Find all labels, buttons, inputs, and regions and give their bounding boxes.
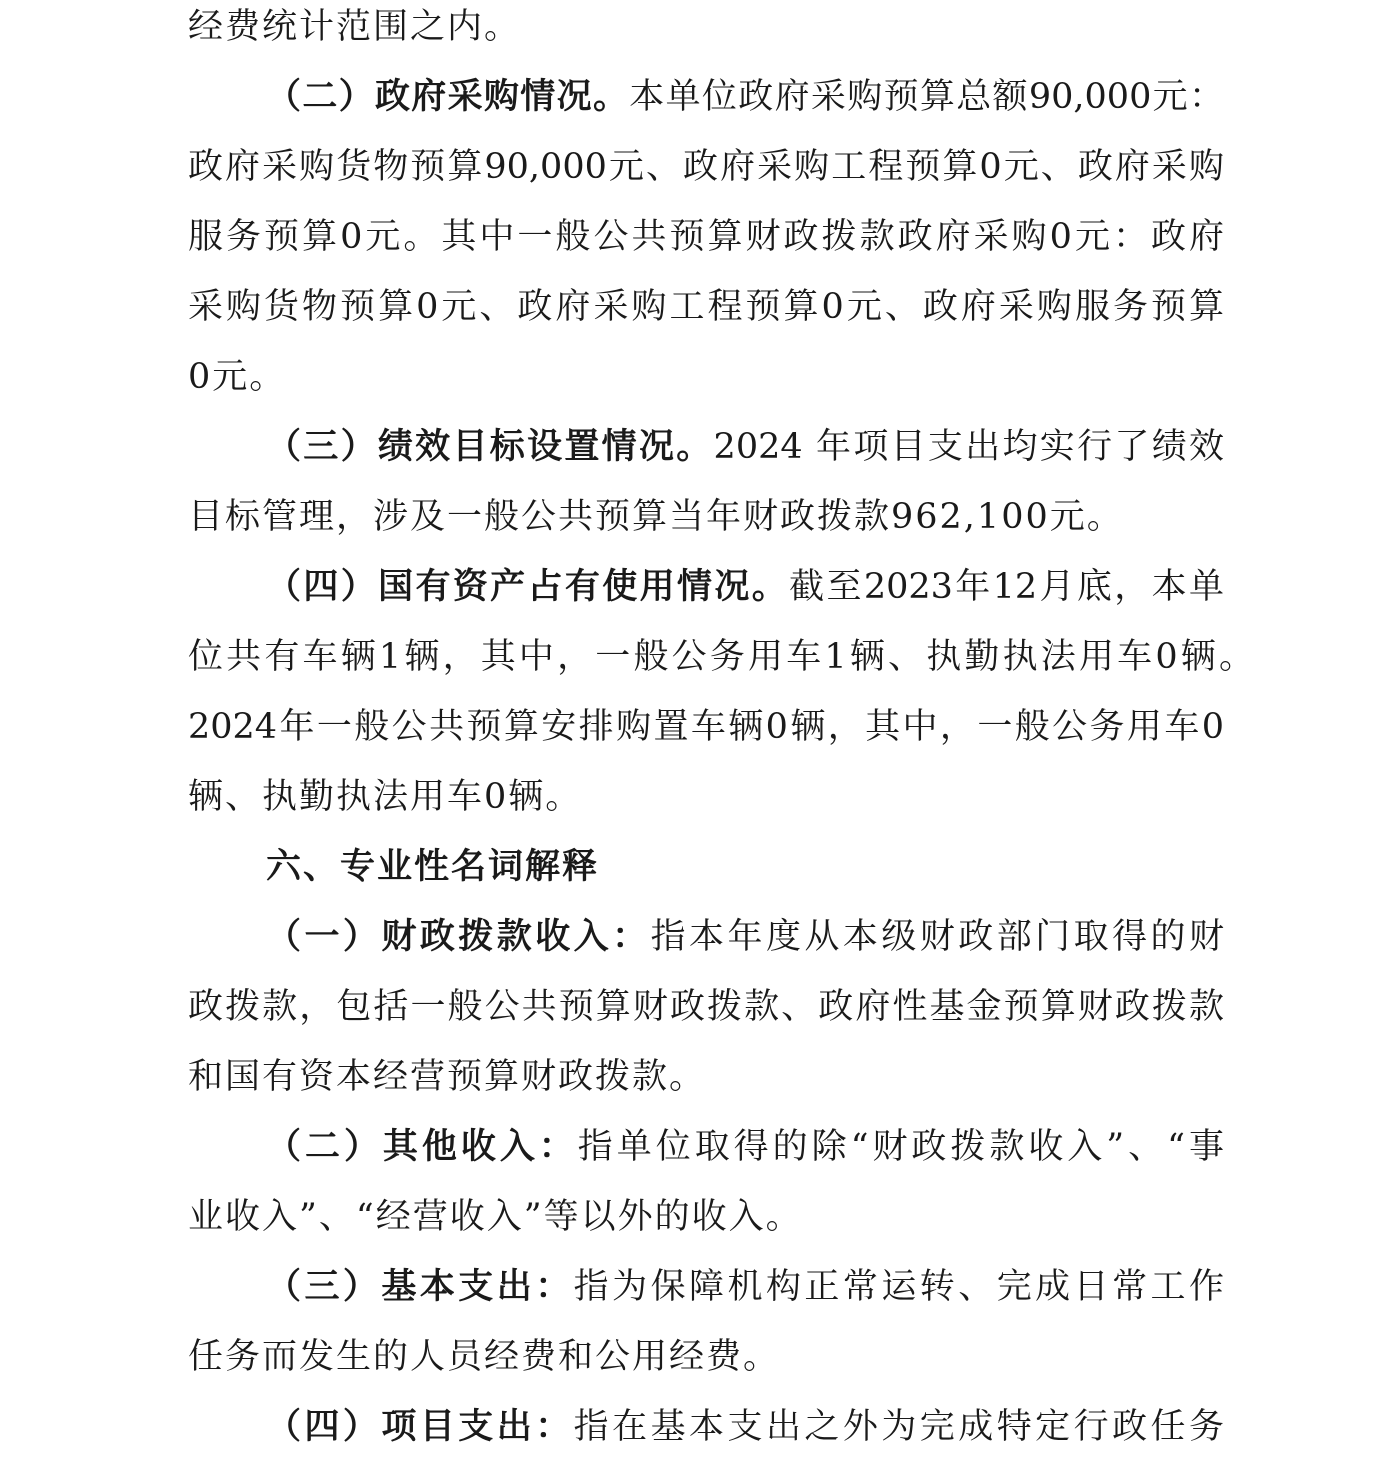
paragraph-heading: （二）政府采购情况。 (266, 77, 630, 117)
paragraph-heading: （四）国有资产占有使用情况。 (266, 567, 790, 607)
text: 任务而发生的人员经费和公用经费。 (188, 1337, 781, 1377)
text-line (188, 1192, 803, 1242)
text-line (188, 352, 286, 402)
term-heading: （二）其他收入： (266, 1127, 578, 1167)
text-line (188, 212, 1224, 262)
text-line (188, 772, 582, 822)
text-line (188, 632, 1254, 682)
text: 指在基本支出之外为完成特定行政任务 (573, 1407, 1224, 1447)
term-heading: （四）项目支出： (266, 1407, 574, 1447)
paragraph-assets-line (266, 562, 1224, 612)
text: 2024年一般公共预算安排购置车辆0辆，其中，一般公务用车0 (188, 707, 1224, 747)
text: 和国有资本经营预算财政拨款。 (188, 1057, 707, 1097)
text: 指本年度从本级财政部门取得的财 (650, 917, 1224, 957)
paragraph-procurement-line (266, 72, 1224, 122)
text: 2024 年项目支出均实行了绩效 (713, 427, 1224, 467)
paragraph-heading: （三）绩效目标设置情况。 (266, 427, 714, 467)
section-title (266, 842, 599, 892)
text-line (188, 492, 1124, 542)
term-fiscal-income-line (266, 912, 1224, 962)
text-line (188, 142, 1224, 192)
text: 采购货物预算0元、政府采购工程预算0元、政府采购服务预算 (188, 287, 1224, 327)
text-line (188, 982, 1224, 1032)
text: 位共有车辆1辆，其中，一般公务用车1辆、执勤执法用车0辆。 (188, 637, 1254, 677)
text: 经费统计范围之内。 (188, 7, 522, 47)
text: 本单位政府采购预算总额90,000元： (629, 77, 1224, 117)
text: 指为保障机构正常运转、完成日常工作 (573, 1267, 1224, 1307)
text: 业收入”、“经营收入”等以外的收入。 (188, 1197, 803, 1237)
text: 目标管理，涉及一般公共预算当年财政拨款962,100元。 (188, 497, 1124, 537)
text: 指单位取得的除“财政拨款收入”、“事 (577, 1127, 1224, 1167)
text-line (188, 1332, 780, 1382)
text-line (188, 2, 521, 52)
text: 政拨款，包括一般公共预算财政拨款、政府性基金预算财政拨款 (188, 987, 1224, 1027)
text-line (188, 282, 1224, 332)
term-heading: （三）基本支出： (266, 1267, 574, 1307)
term-other-income-line (266, 1122, 1224, 1172)
text-line (188, 1052, 706, 1102)
text: 政府采购货物预算90,000元、政府采购工程预算0元、政府采购 (188, 147, 1224, 187)
text: 辆、执勤执法用车0辆。 (188, 777, 583, 817)
section-heading: 六、专业性名词解释 (266, 847, 600, 887)
text: 截至2023年12月底，本单 (789, 567, 1224, 607)
term-heading: （一）财政拨款收入： (266, 917, 651, 957)
text-line (188, 702, 1224, 752)
paragraph-performance-line (266, 422, 1224, 472)
term-basic-expenditure-line (266, 1262, 1224, 1312)
term-project-expenditure-line (266, 1402, 1224, 1452)
text: 服务预算0元。其中一般公共预算财政拨款政府采购0元：政府 (188, 217, 1224, 257)
text: 0元。 (188, 357, 287, 397)
